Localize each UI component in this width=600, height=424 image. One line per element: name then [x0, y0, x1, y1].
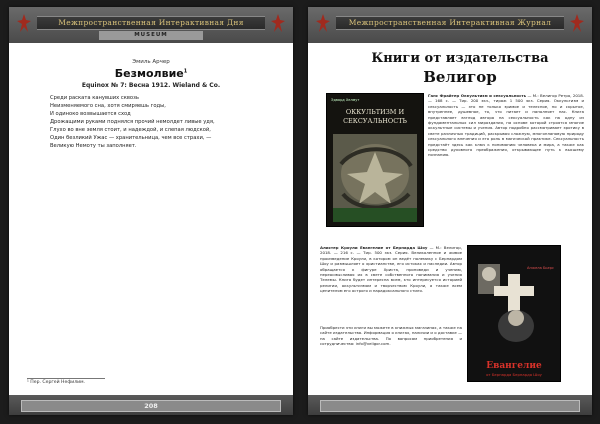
emblem-icon — [15, 12, 33, 34]
poem-line: Глухо во вне земля стоит, и надеждой, и слепая людской, — [50, 127, 211, 133]
section-label: MUSEUM — [99, 31, 203, 40]
header-title: Межпространственная Интерактивная Журнал — [336, 16, 564, 30]
book-description: Ганс Фрайтер Оккультизм и сексуальность — М.: Велигор Ретро, 2018. — 168 с. — Тир. 200 экз., тираж 1 500 экз. Серия. Оккультизм и сексуальность — это не только зримое и телесное, но и скрытое, внутреннее, душевное, то, что питает и наполняет нас. Книга представляет взгляд автора на сексуальность как на одну из фундаментальных сил мироздания, на основе которой строятся многие оккультные системы и учения. Автор подробно рассматривает эротику в свете различных традиций, раскрывая сложную, многоплановую природу сексуального влечения и его роль в магической практике. Сексуальность предстаёт здесь как ключ к пониманию человека и мира, а также как средство духовного преображения, открывающее путь к высшему познанию. — [428, 93, 584, 158]
poem-source: Equinox № 7: Весна 1912. Wieland & Co. — [81, 82, 221, 89]
cover-author: Анжела Бьерс — [527, 266, 554, 270]
poem-line: Среди раската канувших сквозь — [50, 95, 139, 101]
poem-line: Один безликий Ужас — хранительница, чем все страхи, — — [50, 135, 212, 141]
page-number: 208 — [21, 400, 281, 412]
page-header — [308, 7, 592, 43]
footnote: ¹ Пер. Сергей Нефилим. — [27, 380, 86, 385]
poem-line: И одиноко возвышается сход — [50, 111, 131, 117]
footer-bar — [320, 400, 580, 412]
page-header — [9, 7, 293, 43]
poem-title: Безмолвие$^1$ — [114, 67, 188, 80]
header-title: Межпространственная Интерактивная Дня — [37, 16, 265, 30]
poem-line: Неизменяемого сна, хотя смиряешь годы, — [50, 103, 166, 109]
left-page — [9, 7, 293, 415]
book-cover-occultism — [326, 93, 424, 227]
cover-subtitle: от Бернарда Бернарда Шоу — [486, 372, 542, 377]
cover-title: ОККУЛЬТИЗМ И СЕКСУАЛЬНОСТЬ — [343, 108, 407, 125]
poem-author: Эмиль Арчер — [132, 59, 170, 65]
book-description: Алистер Кроули Евангелие от Бернарда Шоу — М.: Велигор, 2018. — 216 с. — Тир. 500 экз. Серия. Великолепное и живое произведение Кроули, в котором он ведёт полемику с Бернардом Шоу и размышляет о христианстве, его истоках и наследии. Автор обращается к фигуре Христа, проповеди и учению, переосмысливая их в свете собственного понимания и учения Телемы. Книга будет интересна всем, кто интересуется историей религии, оккультизмом и творчеством Кроули, а также всем ценителям его острого и парадоксального стиля. — [320, 245, 462, 294]
book-cover-gospel — [467, 245, 561, 382]
page-footer — [9, 395, 293, 415]
cover-author: Эдвард Хелмут — [331, 98, 360, 102]
cover-title: Евангелие — [486, 361, 542, 371]
poem-line: Великую Немоту ты заполняет. — [50, 143, 137, 149]
purchase-info: Приобрести эти книги вы можете в книжных магазинах, а также на сайте издательства. Информация о книгах, наличии и о доставке — на сайте издательства. По вопросам приобретения и сотрудничества: info@veligor.com. — [320, 325, 462, 347]
emblem-icon — [568, 12, 586, 34]
cover-illustration — [327, 94, 423, 226]
publisher-name: Велигор — [423, 68, 497, 86]
emblem-icon — [269, 12, 287, 34]
footnote-marker: 1 — [183, 68, 188, 75]
section-title: Книги от издательства — [371, 51, 549, 66]
page-footer — [308, 395, 592, 415]
poem-body — [50, 94, 270, 150]
right-page — [308, 7, 592, 415]
emblem-icon — [314, 12, 332, 34]
poem-line: Дрожащими руками поднялся прочий немолдет ливые удя, — [50, 119, 215, 125]
footnote-divider — [27, 378, 105, 379]
